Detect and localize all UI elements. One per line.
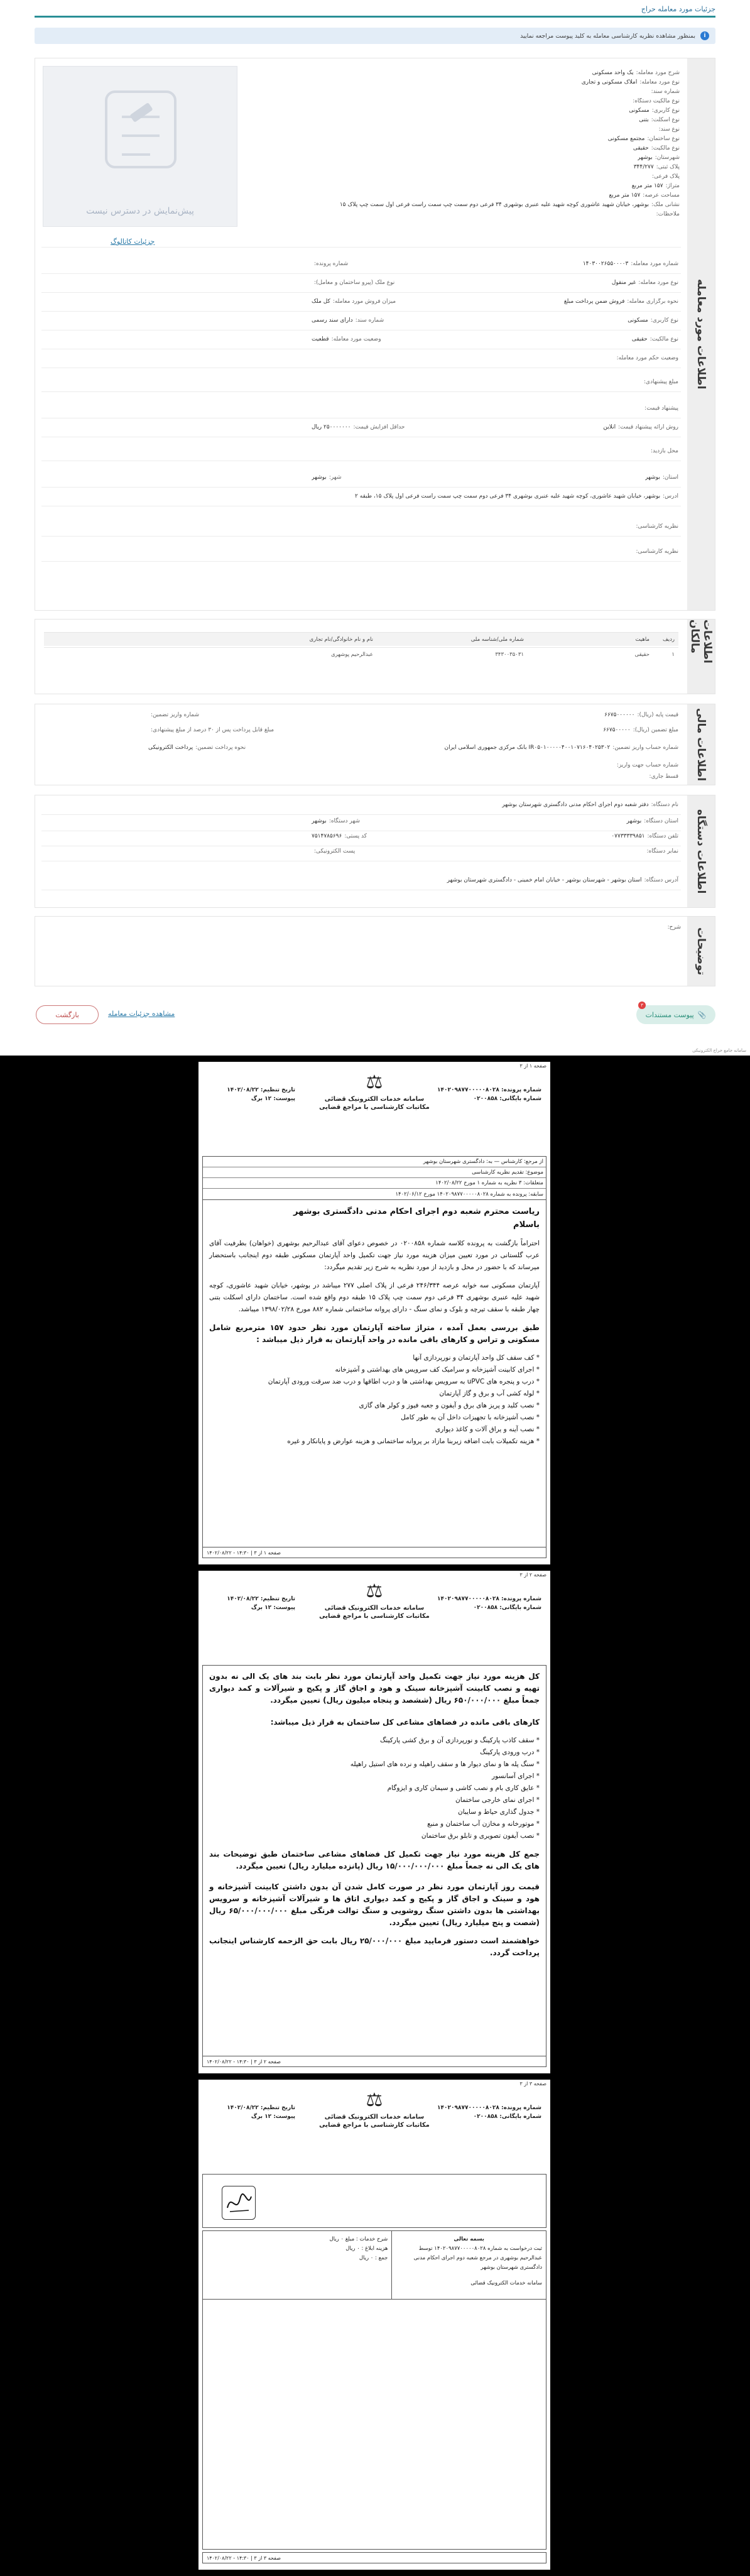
financial-field: شماره حساب جهت واریز: — [616, 762, 678, 768]
item-grid-field: نوع کاربری:مسکونی — [628, 317, 678, 324]
gavel-icon — [43, 67, 238, 192]
item-grid-field: شماره سند:دارای سند رسمی — [312, 317, 384, 324]
item-field: پلاک ثبتی:۳۴۴/۲۷۷ — [633, 164, 680, 170]
item-grid-field: محل بازدید: — [650, 448, 678, 454]
signature-stamp — [222, 2186, 256, 2220]
notice-banner — [35, 28, 715, 44]
page-title: جزئیات مورد معامله حراج — [641, 5, 715, 13]
divider — [41, 273, 681, 274]
item-grid-field: حداقل افزایش قیمت:۲۵۰۰۰۰۰۰۰ ریال — [312, 424, 405, 430]
item-grid-field: نوع ملک (پیرو ساختمان و معامل): — [314, 280, 395, 286]
item-grid-field: نحوه برگزاری معامله:فروش ضمن پرداخت مبلغ — [563, 298, 678, 305]
doc-date-block: تاریخ تنظیم: ۱۴۰۲/۰۸/۲۲ پیوست: ۱۲ برگ — [227, 1087, 295, 1102]
document-viewer[interactable] — [0, 1056, 750, 2576]
device-field: آدرس دستگاه:استان بوشهر - شهرستان بوشهر - خیابان امام خمینی - دادگستری شهرستان بوشهر — [447, 877, 678, 883]
document-page-1 — [198, 1062, 550, 1564]
financial-field: شماره واریز تضمین: — [151, 712, 200, 718]
title-divider — [35, 16, 715, 18]
item-field: نوع مالکیت:حقیقی — [633, 145, 680, 151]
payment-box: بسمه تعالی ثبت درخواست به شماره ۱۴۰۲۰۹۸۷۷۰۰۰۰۰۸۰۲۸ توسط عبدالرحیم بوشهری در مرجع شعبه دوم اجرای احکام مدنی دادگستری شهرستان بوشهر سامانه خدمات الکترونیک قضائی شرح خدمات : مبلغ ۰ ریال هزینه ابلاغ : ۰ ریال جمع : ۰ ریال — [202, 2230, 546, 2300]
item-field: نوع ساختمان:مجتمع مسکونی — [607, 136, 680, 142]
footer-text: سامانه جامع حراج الکترونیکی — [692, 1048, 746, 1053]
item-field: شرح مورد معامله:یک واحد مسکونی — [592, 70, 680, 76]
item-field: نوع مورد معامله:املاک مسکونی و تجاری — [581, 79, 680, 85]
financial-field: قیمت پایه (ریال):۶۶۷۵۰۰۰۰۰۰ — [604, 712, 678, 718]
attachments-count-badge: ۳ — [638, 1001, 646, 1009]
item-field: شماره سند: — [651, 89, 680, 95]
owners-section — [35, 619, 715, 694]
page-label: صفحه ۳ از ۳ — [519, 2081, 546, 2087]
divider — [41, 292, 681, 293]
device-field: نمابر دستگاه: — [646, 848, 678, 854]
divider — [41, 247, 681, 248]
financial-field: شماره حساب واریز تضمین:IR۰۵۰۱۰۰۰۰۰۴۰۰۱۰۷۱۶۰۴۰۲۵۳۰۲ بانک مرکزی جمهوری اسلامی ایران — [444, 745, 678, 751]
doc-number-block: شماره پرونده: ۱۴۰۲۰۹۸۷۷۰۰۰۰۰۸۰۲۸ شماره بایگانی: ۰۲۰۰۸۵۸ — [437, 1596, 541, 1611]
paperclip-icon: 📎 — [697, 1010, 707, 1019]
financial-field: مبلغ قابل پرداخت پس از ۳۰ درصد از مبلغ پیشنهادی: — [151, 727, 274, 733]
item-grid-field: استان:بوشهر — [645, 474, 678, 481]
catalog-link[interactable]: جزئیات کاتالوگ — [111, 237, 155, 246]
item-field: مساحت عرصه:۱۵۷ متر مربع — [609, 192, 680, 199]
item-grid-field: شماره مورد معامله:۱۴۰۳۰۰۲۶۵۵۰۰۰۰۳ — [582, 261, 678, 267]
divider — [41, 487, 681, 488]
device-field: کد پستی:۷۵۱۴۷۸۵۶۹۶ — [312, 833, 367, 839]
item-field: ملاحظات: — [656, 211, 680, 217]
table-row: ۱ حقیقی ۳۴۳۰۰۳۵۰۳۱ عبدالرحیم پوشهری — [44, 647, 678, 661]
financial-field: مبلغ تضمین (ریال):۶۶۷۵۰۰۰۰۰ — [603, 727, 678, 733]
financial-field: قسط جاری: — [649, 773, 678, 780]
item-grid-field: وضعیت مورد معامله:قطعیت — [312, 336, 381, 342]
financial-section — [35, 704, 715, 785]
doc-footer: ۱۴۰۲/۰۸/۲۲ - ۱۴:۳۰ | صفحه ۱ از ۳ — [202, 1547, 546, 1558]
item-field: نوع اسکلت:بتنی — [639, 117, 680, 123]
document-page-3 — [198, 2080, 550, 2570]
device-field: پست الکترونیکی: — [314, 848, 356, 854]
item-grid-field: پیشنهاد قیمت: — [644, 405, 678, 412]
doc-meta-table: از مرجع: کارشناس — به: دادگستری شهرستان بوشهر موضوع: تقدیم نظریه کارشناسی متعلقات: ۳ نظریه به شماره ۱ مورخ ۱۴۰۲/۰۸/۲۲ سابقه: پرونده به شماره ۱۴۰۲۰۹۸۷۷۰۰۰۰۰۸۰۲۸ مورخ ۱۴۰۲/۰۶/۱۲ — [202, 1156, 546, 1200]
item-grid-field: وضعیت حکم مورد معامله: — [616, 355, 678, 361]
court-subtitle: مکاتبات کارشناسی با مراجع قضایی — [319, 1613, 430, 1620]
info-icon: i — [700, 31, 709, 40]
page-label: صفحه ۱ از ۳ — [519, 1063, 546, 1069]
item-grid-field: نوع مالکیت:حقیقی — [631, 336, 678, 342]
divider — [41, 311, 681, 312]
notes-field: شرح: — [667, 924, 681, 931]
back-button[interactable]: بازگشت — [36, 1005, 99, 1024]
doc-date-block: تاریخ تنظیم: ۱۴۰۲/۰۸/۲۲ پیوست: ۱۲ برگ — [227, 1596, 295, 1611]
item-field: متراژ:۱۵۷ متر مربع — [631, 183, 680, 189]
doc-footer: ۱۴۰۲/۰۸/۲۲ - ۱۴:۳۰ | صفحه ۳ از ۳ — [202, 2552, 546, 2563]
device-header: اطلاعات دستگاه — [687, 795, 715, 907]
court-title: سامانه خدمات الکترونیک قضائی — [324, 1605, 425, 1612]
item-field: پلاک فرعی: — [652, 173, 680, 180]
doc-number-block: شماره پرونده: ۱۴۰۲۰۹۸۷۷۰۰۰۰۰۸۰۲۸ شماره بایگانی: ۰۲۰۰۸۵۸ — [437, 1087, 541, 1102]
no-image-text: پیش‌نمایش در دسترس نیست — [86, 206, 194, 216]
court-title: سامانه خدمات الکترونیک قضائی — [324, 2114, 425, 2120]
divider — [41, 391, 681, 392]
notes-header: توضیحات — [687, 917, 715, 986]
owners-table-header: ردیف ماهیت شماره ملی/شناسه ملی نام و نام خانوادگی/نام تجاری — [44, 632, 678, 646]
notice-text: بمنظور مشاهده نظریه کارشناسی معامله به کلید پیوست مراجعه نمایید — [520, 32, 695, 40]
view-details-link[interactable]: مشاهده جزئیات معامله — [108, 1010, 175, 1018]
judiciary-emblem-icon: ⚖ — [366, 1580, 383, 1602]
signature-box — [202, 2174, 546, 2228]
doc-body: کل هزینه مورد نیاز جهت تکمیل واحد آپارتمان مورد نظر بابت بند های یک الی نه بدون تهیه و نصب کابینت آشپزخانه سینک و هود و اجاق گاز و پکیج و شیرآلات و کمد دیواری جمعاً مبلغ ۶۵۰/۰۰۰/۰۰۰ ریال (ششصد و پنجاه میلیون ریال) تعیین میگردد. کارهای باقی مانده در فضاهای مشاعی کل ساختمان به قرار ذیل میباشد: * سقف کاذب پارکینگ و نورپردازی آن و برق کشی پارکینگ * درب ورودی پارکینگ * سنگ پله ها و نمای دیوار ها و سقف راهپله و نرده های استیل راهپله * اجرای آسانسور * عایق کاری بام و نصب کاشی و سیمان کاری و ایزوگام * اجرای نمای خارجی ساختمان * جدول گذاری حیاط و سایبان * موتورخانه و مخازن آب ساختمان و منبع * نصب آیفون تصویری و تابلو برق ساختمان جمع کل هزینه مورد نیاز جهت تکمیل کل فضاهای مشاعی ساختمان طبق توضیحات بند های یک الی نه جمعاً مبلغ ۱۵/۰۰۰/۰۰۰/۰۰۰ ریال (پانزده میلیارد ریال) تعیین میگردد. قیمت روز آپارتمان مورد نظر در صورت کامل شدن آن بدون داشتن کابینت آشپزخانه و هود و سینک و اجاق گاز و پکیج و کمد دیواری اتاق ها و شیرآلات آشپزخانه و سرویس بهداشتی ها بدون داشتن سنگ روشویی و سنگ توالت فرنگی مبلغ ۶۵/۰۰۰/۰۰۰/۰۰۰ ریال (شصت و پنج میلیارد ریال) تعیین میگردد. خواهشمند است دستور فرمایید مبلغ ۲۵/۰۰۰/۰۰۰ ریال بابت حق الزحمه کارشناس اینجانب پرداخت گردد. — [202, 1665, 546, 2056]
attachments-button[interactable] — [636, 1005, 715, 1024]
no-image-placeholder — [43, 66, 237, 227]
doc-number-block: شماره پرونده: ۱۴۰۲۰۹۸۷۷۰۰۰۰۰۸۰۲۸ شماره بایگانی: ۰۲۰۰۸۵۸ — [437, 2105, 541, 2120]
owners-header: اطلاعات مالکان — [687, 619, 715, 694]
page-label: صفحه ۲ از ۳ — [519, 1572, 546, 1578]
court-title: سامانه خدمات الکترونیک قضائی — [324, 1096, 425, 1103]
item-field: نوع سند: — [658, 126, 680, 133]
document-page-2 — [198, 1571, 550, 2073]
doc-footer: ۱۴۰۲/۰۸/۲۲ - ۱۴:۳۰ | صفحه ۲ از ۳ — [202, 2056, 546, 2067]
item-grid-field: نوع مورد معامله:غیر منقول — [611, 280, 678, 286]
financial-header: اطلاعات مالی — [687, 704, 715, 785]
item-grid-field: آدرس:بوشهر، خیابان شهید عاشوری، کوچه شهید علیه عنبری بوشهری ۳۴ فرعی دوم سمت چپ سمت راست فرعی اول پلاک ۱۵، طبقه ۲ — [355, 493, 678, 499]
doc-date-block: تاریخ تنظیم: ۱۴۰۲/۰۸/۲۲ پیوست: ۱۲ برگ — [227, 2105, 295, 2120]
item-grid-field: روش ارائه پیشنهاد قیمت:آنلاین — [603, 424, 678, 430]
auction-item-page — [0, 0, 750, 1056]
item-field: نوع مالکیت دستگاه: — [633, 98, 680, 104]
divider — [41, 814, 681, 815]
item-grid-field: نظریه کارشناسی: — [636, 523, 678, 530]
doc-body: ریاست محترم شعبه دوم اجرای احکام مدنی دادگستری بوشهر باسلام احتراماً بازگشت به پرونده کلاسه شماره ۰۲۰۰۸۵۸ در خصوص دعوای آقای عبدالرحیم بوشهری (خواهان) بطرفیت آقای عرب گلستانی در مورد تعیین میزان هزینه مورد نیاز جهت تکمیل واحد آپارتمان مسکونی طبقه دوم اینجانب باستحضار میرساند که با حضور در محل و بازدید از مورد نظریه به شرح زیر تقدیم میگردد: آپارتمان مسکونی سه خوابه عرصه ۲۴۶/۳۴۴ فرعی از پلاک اصلی ۲۷۷ میباشد در بوشهر، خیابان شهید عاشوری، کوچه شهید علیه عنبری بوشهری ۳۴ فرعی دوم سمت چپ پلاک ۱۵ طبقه دوم واقع شده است. ساختمان دارای اسکلت بتنی چهار طبقه با سقف تیرچه و بلوک و نمای سنگ - دارای پروانه ساختمانی شماره ۸۸۲ مورخ ۱۳۹۸/۰۲/۲۸ میباشد. طبق بررسی بعمل آمده ، متراژ ساخته آپارتمان مورد نظر حدود ۱۵۷ مترمربع شامل مسکونی و تراس و کارهای باقی مانده در واحد آپارتمان به قرار ذیل میباشد : * کف سقف کل واحد آپارتمان و نورپردازی آنها * اجرای کابینت آشپزخانه و سرامیک کف سرویس های بهداشتی و آشپزخانه * درب و پنجره های uPVC به سرویس بهداشتی ها و درب اطاقها و درب ضد سرقت ورودی آپارتمان * لوله کشی آب و برق و گاز آپارتمان * نصب کلید و پریز های برق و آیفون و جعبه فیوز و کولر های گازی * نصب آشپزخانه با تجهیزات داخل آن به طور کامل * نصب آینه و یراق آلات و کاغذ دیواری * هزینه تکمیلات بابت اضافه زیربنا مازاد بر پروانه ساختمانی و هزینه عوارض و پایانکار و غیره — [202, 1200, 546, 1547]
device-field: استان دستگاه:بوشهر — [626, 818, 678, 824]
item-field: نشانی ملک:بوشهر، خیابان شهید عاشوری کوچه شهید علیه عنبری بوشهری ۳۴ فرعی دوم سمت چپ سمت راست فرعی اول سمت چپ پلاک ۱۵ — [339, 202, 680, 208]
item-grid-field: مبلغ پیشنهادی: — [643, 379, 678, 385]
device-section — [35, 795, 715, 908]
device-field: تلفن دستگاه:۰۷۷۳۳۳۳۹۸۵۱ — [611, 833, 678, 839]
item-info-section — [35, 58, 715, 611]
judiciary-emblem-icon: ⚖ — [366, 1071, 383, 1093]
court-subtitle: مکاتبات کارشناسی با مراجع قضایی — [319, 2122, 430, 2129]
divider — [41, 536, 681, 537]
device-field: شهر دستگاه:بوشهر — [312, 818, 361, 824]
financial-field: نحوه پرداخت تضمین:پرداخت الکترونیکی — [148, 745, 246, 751]
blank-area — [202, 2300, 546, 2550]
judiciary-emblem-icon: ⚖ — [366, 2089, 383, 2111]
item-field: نوع کاربری:مسکونی — [629, 107, 680, 114]
item-grid-field: نظریه کارشناسی: — [636, 548, 678, 555]
item-grid-field: شماره پرونده: — [314, 261, 349, 267]
item-grid-field: شهر:بوشهر — [312, 474, 342, 481]
attachments-label: پیوست مستندات — [645, 1010, 694, 1019]
item-grid-field: میزان فروش مورد معامله:کل ملک — [312, 298, 396, 305]
item-info-header: اطلاعات مورد معامله — [687, 58, 715, 610]
device-field: نام دستگاه:دفتر شعبه دوم اجرای احکام مدنی دادگستری شهرستان بوشهر — [502, 802, 678, 808]
divider — [41, 561, 681, 562]
notes-section — [35, 916, 715, 986]
item-field: شهرستان:بوشهر — [637, 155, 680, 161]
court-subtitle: مکاتبات کارشناسی با مراجع قضایی — [319, 1104, 430, 1111]
